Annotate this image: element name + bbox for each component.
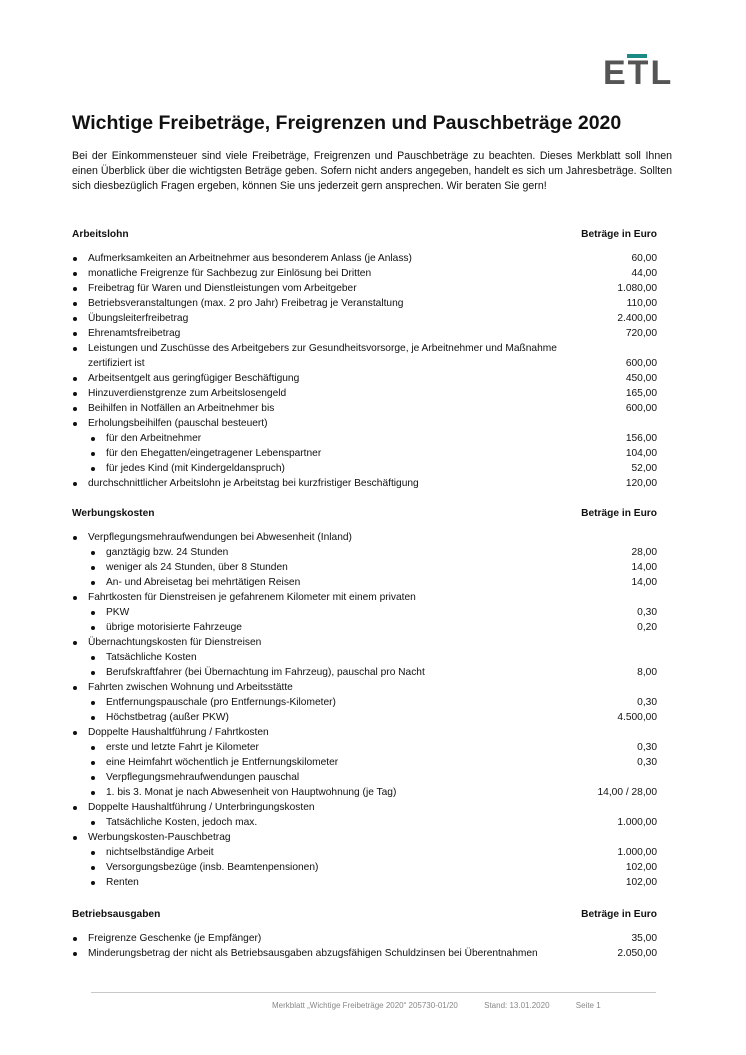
list-item: [72, 371, 657, 386]
item-amount: 600,00: [625, 358, 657, 369]
sub-list-item: [72, 665, 657, 680]
list-item: [72, 311, 657, 326]
item-text: Freibetrag für Waren und Dienstleistungen vom Arbeitgeber: [72, 281, 558, 296]
section-rows: [72, 530, 657, 890]
item-amount: 0,30: [637, 607, 657, 618]
footer-document-id: Merkblatt „Wichtige Freibeträge 2020“ 205730-01/20: [272, 1001, 458, 1010]
section-title: Arbeitslohn: [72, 229, 129, 240]
item-amount: 0,30: [637, 742, 657, 753]
item-text: Doppelte Haushaltführung / Fahrtkosten: [72, 725, 558, 740]
list-item: [72, 830, 657, 845]
section-title: Werbungskosten: [72, 508, 155, 519]
intro-paragraph: Bei der Einkommensteuer sind viele Freibeträge, Freigrenzen und Pauschbeträge zu beachten. Dieses Merkblatt soll Ihnen einen Überblick über die wichtigsten Beträge geben. Sofern nicht anders angegeben, handelt es sich um Jahresbeträge. Sollten sich diesbezüglich Fragen ergeben, können Sie uns jederzeit gern ansprechen. Wir beraten Sie gern!: [72, 150, 672, 192]
item-amount: 60,00: [631, 253, 657, 264]
item-amount: 165,00: [625, 388, 657, 399]
item-amount: 14,00: [631, 562, 657, 573]
item-text: Verpflegungsmehraufwendungen pauschal: [72, 770, 576, 785]
sub-list-item: [72, 446, 657, 461]
item-text: Versorgungsbezüge (insb. Beamtenpensionen): [72, 860, 576, 875]
section-betriebsausgaben: [72, 909, 657, 961]
item-text: monatliche Freigrenze für Sachbezug zur Einlösung bei Dritten: [72, 266, 558, 281]
item-text: Ehrenamtsfreibetrag: [72, 326, 558, 341]
item-text: nichtselbständige Arbeit: [72, 845, 576, 860]
item-text: Werbungskosten-Pauschbetrag: [72, 830, 558, 845]
sub-list-item: [72, 740, 657, 755]
item-text: Minderungsbetrag der nicht als Betriebsausgaben abzugsfähigen Schuldzinsen bei Überentnahmen: [72, 946, 558, 961]
item-text: Fahrtkosten für Dienstreisen je gefahrenem Kilometer mit einem privaten: [72, 590, 558, 605]
amount-column-header: Beträge in Euro: [581, 508, 657, 519]
item-text: Beihilfen in Notfällen an Arbeitnehmer bis: [72, 401, 558, 416]
sub-list-item: [72, 845, 657, 860]
item-text: eine Heimfahrt wöchentlich je Entfernungskilometer: [72, 755, 576, 770]
item-text: Berufskraftfahrer (bei Übernachtung im Fahrzeug), pauschal pro Nacht: [72, 665, 576, 680]
sub-list-item: [72, 431, 657, 446]
item-text: PKW: [72, 605, 576, 620]
sub-list-item: [72, 695, 657, 710]
list-item: [72, 530, 657, 545]
item-amount: 0,20: [637, 622, 657, 633]
item-text: Übernachtungskosten für Dienstreisen: [72, 635, 558, 650]
item-text: für jedes Kind (mit Kindergeldanspruch): [72, 461, 576, 476]
item-text: Betriebsveranstaltungen (max. 2 pro Jahr) Freibetrag je Veranstaltung: [72, 296, 558, 311]
sub-list-item: [72, 605, 657, 620]
item-text: Arbeitsentgelt aus geringfügiger Beschäftigung: [72, 371, 558, 386]
item-text: Doppelte Haushaltführung / Unterbringungskosten: [72, 800, 558, 815]
item-text: 1. bis 3. Monat je nach Abwesenheit von Hauptwohnung (je Tag): [72, 785, 576, 800]
list-item: [72, 341, 657, 371]
list-item: [72, 680, 657, 695]
sub-list-item: [72, 710, 657, 725]
item-text: für den Ehegatten/eingetragener Lebenspartner: [72, 446, 576, 461]
item-amount: 14,00: [631, 577, 657, 588]
logo-text: ETL: [603, 54, 674, 92]
amount-column-header: Beträge in Euro: [581, 909, 657, 920]
footer-divider: [91, 992, 656, 993]
sub-list-item: [72, 575, 657, 590]
sub-list-item: [72, 815, 657, 830]
sub-list-item: [72, 560, 657, 575]
item-amount: 102,00: [625, 877, 657, 888]
item-amount: 14,00 / 28,00: [597, 787, 657, 798]
list-item: [72, 800, 657, 815]
item-text: Tatsächliche Kosten, jedoch max.: [72, 815, 576, 830]
item-text: Verpflegungsmehraufwendungen bei Abwesenheit (Inland): [72, 530, 558, 545]
item-amount: 1.080,00: [617, 283, 657, 294]
list-item: [72, 326, 657, 341]
item-text: Tatsächliche Kosten: [72, 650, 576, 665]
item-amount: 102,00: [625, 862, 657, 873]
sub-list-item: [72, 461, 657, 476]
item-amount: 0,30: [637, 697, 657, 708]
item-amount: 2.400,00: [617, 313, 657, 324]
list-item: [72, 296, 657, 311]
sub-list-item: [72, 860, 657, 875]
item-text: Freigrenze Geschenke (je Empfänger): [72, 931, 558, 946]
item-text: Höchstbetrag (außer PKW): [72, 710, 576, 725]
item-text: für den Arbeitnehmer: [72, 431, 576, 446]
footer-page-number: Seite 1: [575, 1001, 601, 1010]
item-amount: 0,30: [637, 757, 657, 768]
list-item: [72, 401, 657, 416]
item-text: Aufmerksamkeiten an Arbeitnehmer aus besonderem Anlass (je Anlass): [72, 251, 558, 266]
list-item: [72, 281, 657, 296]
footer-date: Stand: 13.01.2020: [484, 1001, 550, 1010]
item-amount: 4.500,00: [617, 712, 657, 723]
list-item: [72, 266, 657, 281]
item-amount: 120,00: [625, 478, 657, 489]
item-text: ganztägig bzw. 24 Stunden: [72, 545, 576, 560]
list-item: [72, 476, 657, 491]
sub-list-item: [72, 770, 657, 785]
section-header: [72, 229, 657, 244]
item-amount: 44,00: [631, 268, 657, 279]
section-header: [72, 909, 657, 924]
item-text: durchschnittlicher Arbeitslohn je Arbeitstag bei kurzfristiger Beschäftigung: [72, 476, 558, 491]
item-text: erste und letzte Fahrt je Kilometer: [72, 740, 576, 755]
section-title: Betriebsausgaben: [72, 909, 161, 920]
list-item: [72, 725, 657, 740]
list-item: [72, 635, 657, 650]
list-item: [72, 251, 657, 266]
item-amount: 2.050,00: [617, 948, 657, 959]
item-text: weniger als 24 Stunden, über 8 Stunden: [72, 560, 576, 575]
item-amount: 35,00: [631, 933, 657, 944]
etl-logo: [603, 53, 673, 93]
item-text: An- und Abreisetag bei mehrtätigen Reisen: [72, 575, 576, 590]
item-text: Entfernungspauschale (pro Entfernungs-Kilometer): [72, 695, 576, 710]
list-item: [72, 386, 657, 401]
section-rows: [72, 251, 657, 491]
item-amount: 104,00: [625, 448, 657, 459]
sub-list-item: [72, 620, 657, 635]
item-text: Erholungsbeihilfen (pauschal besteuert): [72, 416, 558, 431]
section-werbungskosten: [72, 508, 657, 890]
item-text: übrige motorisierte Fahrzeuge: [72, 620, 576, 635]
page-title: Wichtige Freibeträge, Freigrenzen und Pauschbeträge 2020: [72, 112, 622, 134]
item-amount: 450,00: [625, 373, 657, 384]
item-amount: 720,00: [625, 328, 657, 339]
sub-list-item: [72, 875, 657, 890]
item-amount: 156,00: [625, 433, 657, 444]
item-text: Leistungen und Zuschüsse des Arbeitgebers zur Gesundheitsvorsorge, je Arbeitnehmer und Maßnahme zertifiziert ist: [72, 341, 558, 371]
sub-list-item: [72, 545, 657, 560]
amount-column-header: Beträge in Euro: [581, 229, 657, 240]
list-item: [72, 946, 657, 961]
item-text: Übungsleiterfreibetrag: [72, 311, 558, 326]
item-amount: 52,00: [631, 463, 657, 474]
sub-list-item: [72, 650, 657, 665]
sub-list-item: [72, 785, 657, 800]
item-amount: 600,00: [625, 403, 657, 414]
list-item: [72, 590, 657, 605]
item-amount: 1.000,00: [617, 847, 657, 858]
list-item: [72, 931, 657, 946]
section-arbeitslohn: [72, 229, 657, 491]
section-rows: [72, 931, 657, 961]
item-text: Hinzuverdienstgrenze zum Arbeitslosengeld: [72, 386, 558, 401]
section-header: [72, 508, 657, 523]
list-item: [72, 416, 657, 431]
sub-list-item: [72, 755, 657, 770]
item-amount: 28,00: [631, 547, 657, 558]
page-footer: [272, 1001, 601, 1010]
item-text: Renten: [72, 875, 576, 890]
item-text: Fahrten zwischen Wohnung und Arbeitsstätte: [72, 680, 558, 695]
item-amount: 1.000,00: [617, 817, 657, 828]
item-amount: 110,00: [626, 298, 657, 309]
item-amount: 8,00: [637, 667, 657, 678]
